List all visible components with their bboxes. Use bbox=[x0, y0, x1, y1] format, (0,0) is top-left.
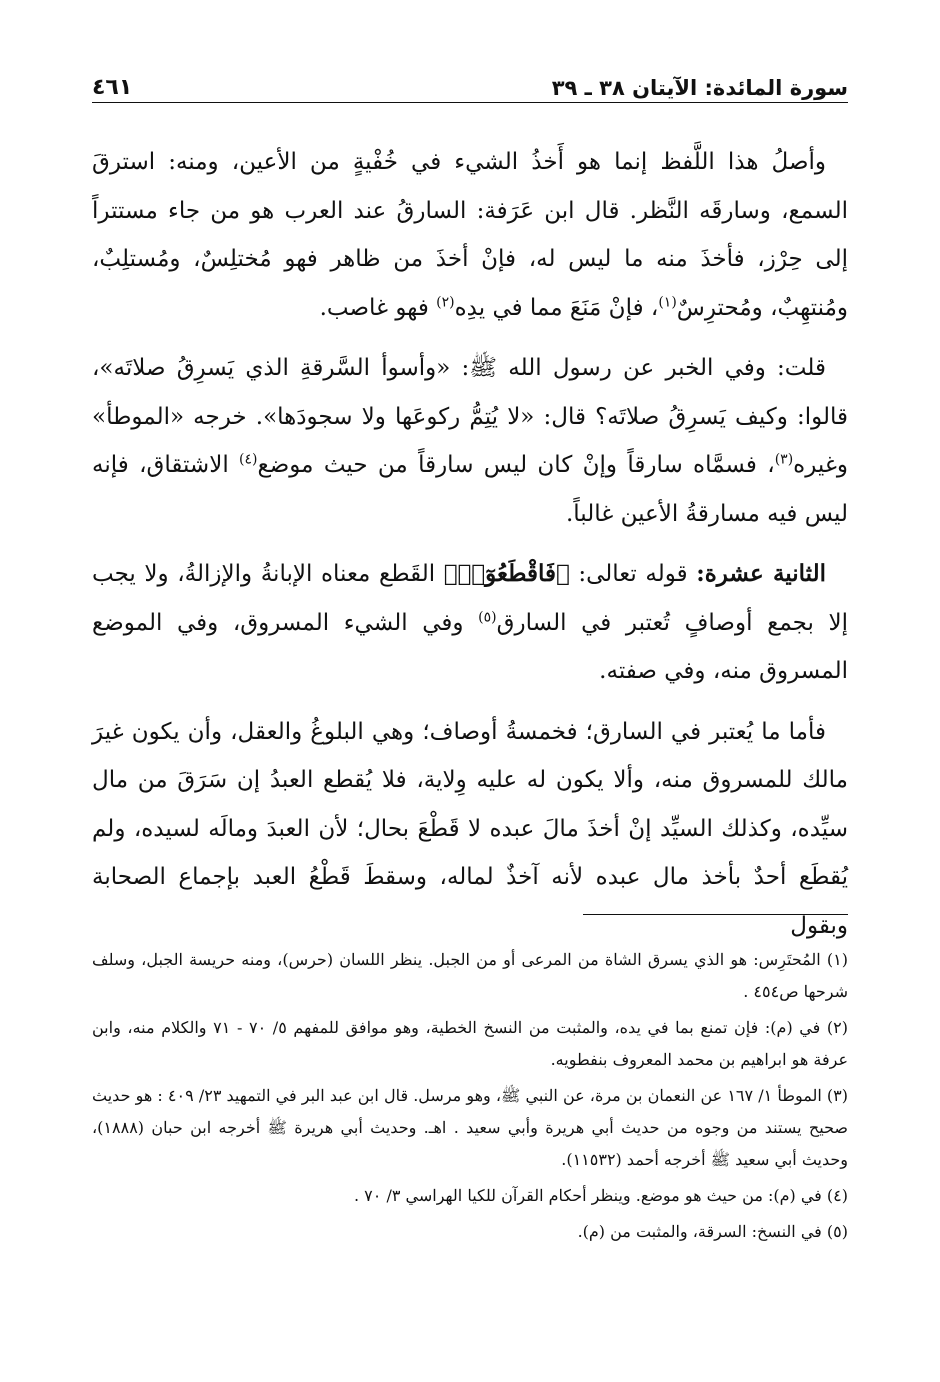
quran-citation: ﴿فَاقْطَعُوٓا۟﴾ bbox=[443, 560, 570, 587]
footnote-ref-5: (٥) bbox=[478, 608, 497, 625]
footnote-2: (٢) في (م): فإن تمنع بما في يده، والمثبت من النسخ الخطية، وهو موافق للمفهم ٥/ ٧٠ - ٧١ والكلام منه، وابن عرفة هو ابراهيم بن محمد المعروف بنفطويه. bbox=[92, 1018, 849, 1069]
header-rule bbox=[92, 102, 848, 103]
paragraph-1 bbox=[92, 138, 848, 332]
paragraph-3-text-a: قوله تعالى: bbox=[569, 561, 697, 587]
paragraph-1-text-b: ، فإنْ مَنَعَ مما في يدِه bbox=[454, 294, 659, 321]
footnote-separator bbox=[583, 914, 848, 915]
paragraph-3-text-b: القَطع معناه الإبانةُ والإزالةُ، ولا يجب إلا بجمع أوصافٍ تُعتبر في السارق bbox=[92, 561, 848, 636]
paragraph-2 bbox=[92, 344, 848, 538]
paragraph-1-text-c: فهو غاصب. bbox=[319, 294, 437, 321]
footnotes bbox=[92, 944, 848, 1252]
footnote-4: (٤) في (م): من حيث هو موضع. وينظر أحكام القرآن للكيا الهراسي ٣/ ٧٠ . bbox=[354, 1186, 848, 1205]
page-number: ٤٦١ bbox=[92, 75, 133, 100]
footnote-1: (١) المُحتَرِس: هو الذي يسرق الشاة من المرعى أو من الجبل. ينظر اللسان (حرس)، ومنه حريسة الجبل، وسلف شرحها ص٤٥٤ . bbox=[92, 950, 848, 1001]
footnote-ref-1: (١) bbox=[658, 293, 677, 310]
footnote-ref-4: (٤) bbox=[239, 451, 258, 468]
footnote-ref-2: (٢) bbox=[436, 293, 455, 310]
main-text bbox=[92, 138, 848, 960]
paragraph-1-text-a: وأصلُ هذا اللَّفظ إنما هو أَخذُ الشيء في خُفْيةٍ من الأعين، ومنه: استرقَ السمع، وسارقَه النَّظر. قال ابن عَرَفة: السارقُ عند العرب هو من جاء مستتراً إلى حِرْز، فأخذَ منه ما ليس له، فإنْ أخذَ من ظاهر فهو مُختلِسٌ، ومُستلِبٌ، ومُنتهِبٌ، ومُحترِسٌ bbox=[92, 149, 848, 321]
footnote-3: (٣) الموطأ ١/ ١٦٧ عن النعمان بن مرة، عن النبي ﷺ، وهو مرسل. قال ابن عبد البر في التمهيد ٢٣/ ٤٠٩ : هو حديث صحيح يستند من وجوه من حديث أبي هريرة وأبي سعيد . اهـ. وحديث أبي هريرة ﷺ أخرجه ابن حبان (١٨٨٨)، وحديث أبي سعيد ﷺ أخرجه أحمد (١١٥٣٢). bbox=[92, 1086, 848, 1169]
paragraph-2-text-c: الاشتقاق، فإنه ليس فيه مسارقةُ الأعين غالباً. bbox=[92, 452, 848, 527]
running-title: سورة المائدة: الآيتان ٣٨ ـ ٣٩ bbox=[551, 76, 848, 100]
paragraph-2-text-a: قلت: وفي الخبر عن رسول الله ﷺ: «وأسوأ السَّرقةِ الذي يَسرِقُ صلاتَه»، قالوا: وكيف يَسرِقُ صلاتَه؟ قال: «لا يُتِمُّ ركوعَها ولا سجودَها». خرجه «الموطأ» وغيره bbox=[92, 355, 848, 478]
paragraph-3-text-c: وفي الشيء المسروق، وفي الموضع المسروق منه، وفي صفته. bbox=[92, 609, 848, 684]
section-heading: الثانية عشرة: bbox=[696, 560, 826, 587]
footnote-5: (٥) في النسخ: السرقة، والمثبت من (م). bbox=[577, 1222, 848, 1241]
paragraph-2-text-b: ، فسمَّاه سارقاً وإنْ كان ليس سارقاً من حيث موضع bbox=[257, 452, 775, 478]
page-header bbox=[92, 60, 848, 100]
footnote-ref-3: (٣) bbox=[774, 451, 794, 468]
paragraph-4: فأما ما يُعتبر في السارق؛ فخمسةُ أوصاف؛ وهي البلوغُ والعقل، وأن يكون غيرَ مالك للمسروق منه، وألا يكون له عليه وِلاية، فلا يُقطع العبدُ إن سَرَقَ من مال سيِّده، وكذلك السيِّد إنْ أخذَ مالَ عبده لا قَطْعَ بحال؛ لأن العبدَ ومالَه لسيده، ولم يُقطَع أحدٌ بأخذ مال عبده لأنه آخذٌ لماله، وسقطَ قَطْعُ العبد بإجماع الصحابة وبقول bbox=[92, 718, 848, 939]
paragraph-3 bbox=[92, 550, 848, 696]
